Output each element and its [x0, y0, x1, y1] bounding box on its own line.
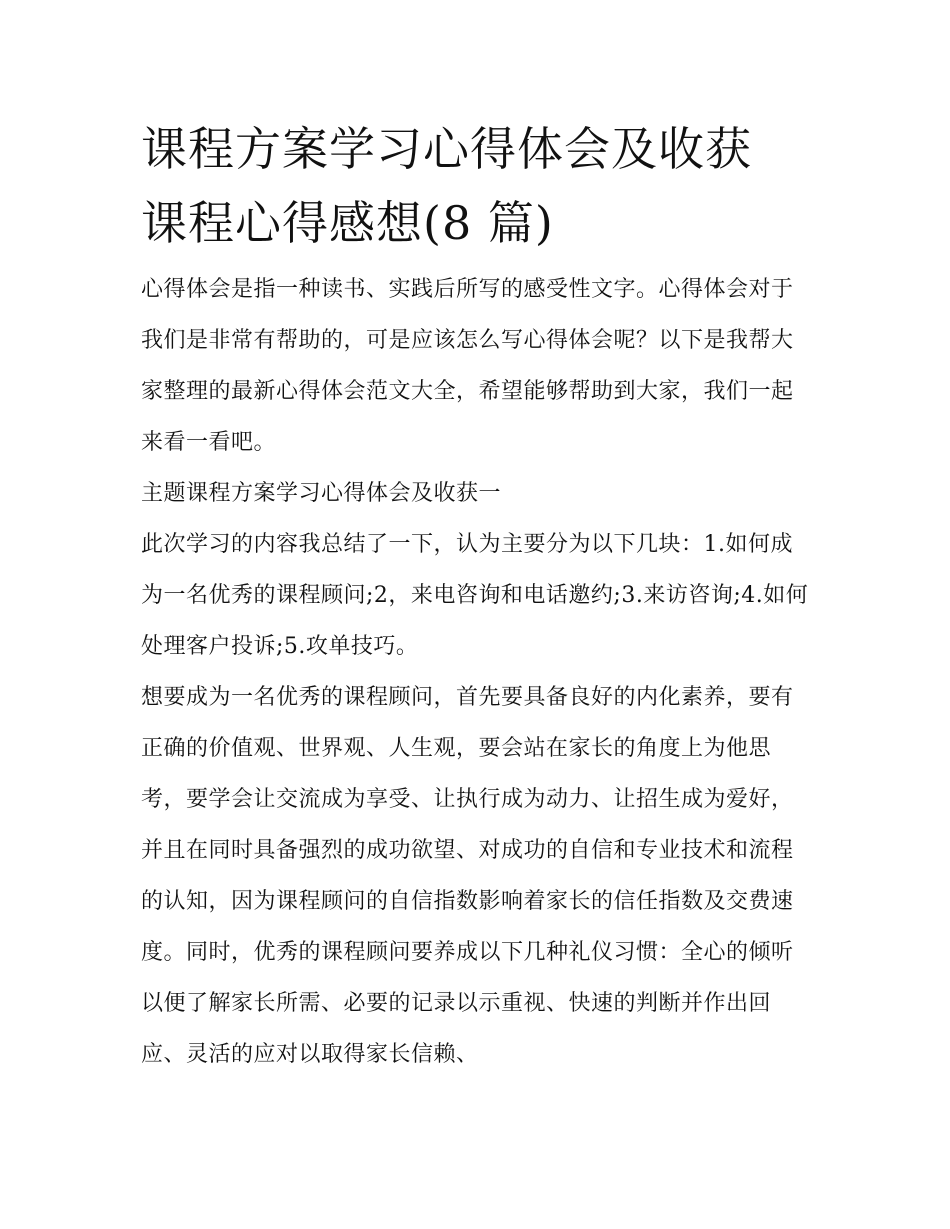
document-content [141, 112, 813, 1080]
document-title [141, 112, 813, 260]
section-heading: 主题课程方案学习心得体会及收获一 [141, 481, 502, 506]
consultant-paragraph: 想要成为一名优秀的课程顾问，首先要具备良好的内化素养，要有正确的价值观、世界观、人生观，要会站在家长的角度上为他思考，要学会让交流成为享受、让执行成为动力、让招生成为爱好，并且在同时具备强烈的成功欲望、对成功的自信和专业技术和流程的认知，因为课程顾问的自信指数影响着家长的信任指数及交费速度。同时，优秀的课程顾问要养成以下几种礼仪习惯：全心的倾听以便了解家长所需、必要的记录以示重视、快速的判断并作出回应、灵活的应对以取得家长信赖、 [141, 685, 794, 1067]
title-line-2: 课程心得感想(8 篇) [141, 196, 554, 250]
intro-paragraph: 心得体会是指一种读书、实践后所写的感受性文字。心得体会对于我们是非常有帮助的，可是应该怎么写心得体会呢？以下是我帮大家整理的最新心得体会范文大全，希望能够帮助到大家，我们一起来看一看吧。 [141, 277, 794, 455]
summary-paragraph: 此次学习的内容我总结了一下，认为主要分为以下几块：1.如何成为一名优秀的课程顾问;2，来电咨询和电话邀约;3.来访咨询;4.如何处理客户投诉;5.攻单技巧。 [141, 532, 809, 659]
document-body [141, 264, 813, 1080]
title-line-1: 课程方案学习心得体会及收获 [141, 122, 752, 176]
